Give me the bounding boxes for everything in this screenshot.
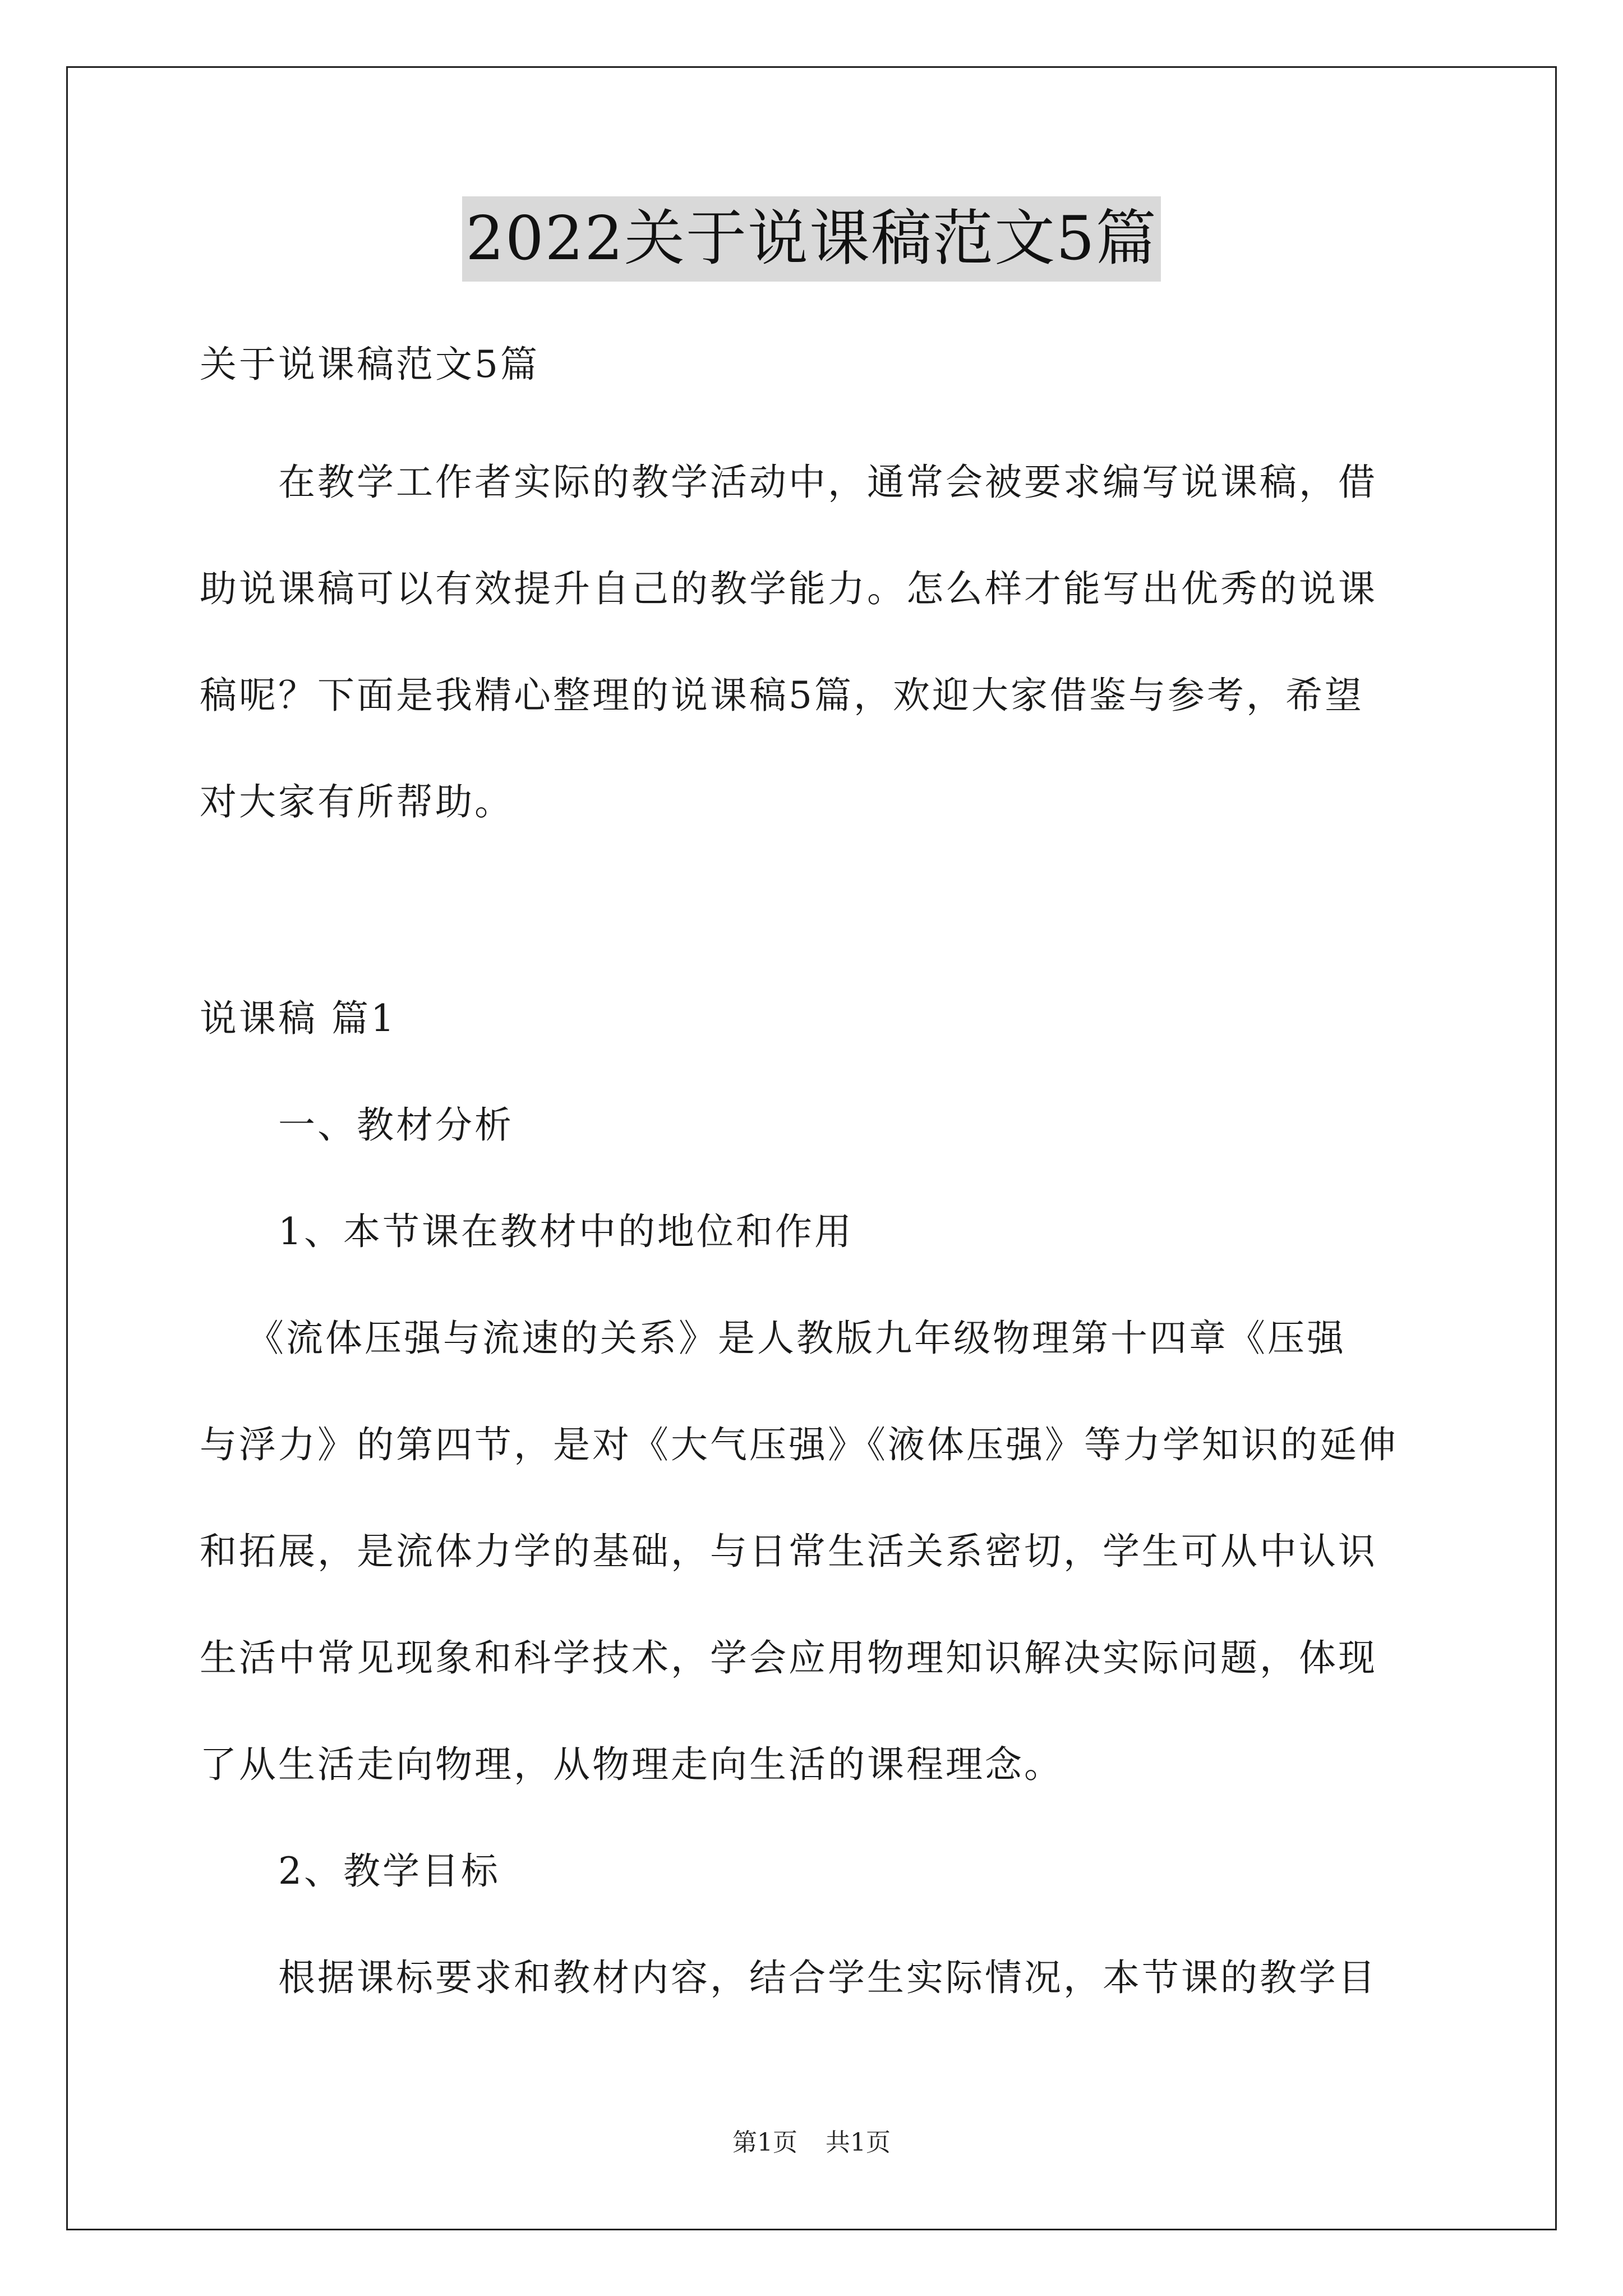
- section-title: 说课稿 篇1: [200, 997, 396, 1040]
- intro-line-4: 对大家有所帮助。: [200, 780, 514, 823]
- para-1-line-2: 与浮力》的第四节，是对《大气压强》《液体压强》等力学知识的延伸: [200, 1423, 1398, 1466]
- heading-teaching-goals: 2、教学目标: [278, 1849, 500, 1893]
- intro-line-3: 稿呢？下面是我精心整理的说课稿5篇，欢迎大家借鉴与参考，希望: [200, 674, 1364, 717]
- page-border: [66, 66, 1557, 2230]
- page-number-total: 共1页: [826, 2128, 891, 2157]
- para-2-line-1: 根据课标要求和教材内容，结合学生实际情况，本节课的教学目: [278, 1956, 1377, 1999]
- intro-line-2: 助说课稿可以有效提升自己的教学能力。怎么样才能写出优秀的说课: [200, 567, 1377, 610]
- para-1-line-1: 《流体压强与流速的关系》是人教版九年级物理第十四章《压强: [247, 1317, 1346, 1360]
- document-subtitle: 关于说课稿范文5篇: [200, 343, 540, 386]
- para-1-line-4: 生活中常见现象和科学技术，学会应用物理知识解决实际问题，体现: [200, 1636, 1377, 1680]
- para-1-line-5: 了从生活走向物理，从物理走向生活的课程理念。: [200, 1743, 1063, 1786]
- title-wrap: [0, 196, 1623, 282]
- page-number-current: 第1页: [732, 2128, 797, 2157]
- intro-line-1: 在教学工作者实际的教学活动中，通常会被要求编写说课稿，借: [278, 461, 1377, 504]
- para-1-line-3: 和拓展，是流体力学的基础，与日常生活关系密切，学生可从中认识: [200, 1530, 1377, 1573]
- document-title: 2022关于说课稿范文5篇: [462, 196, 1161, 282]
- heading-position-and-role: 1、本节课在教材中的地位和作用: [278, 1210, 854, 1253]
- page-footer: [0, 2126, 1623, 2160]
- heading-teaching-material-analysis: 一、教材分析: [278, 1103, 514, 1147]
